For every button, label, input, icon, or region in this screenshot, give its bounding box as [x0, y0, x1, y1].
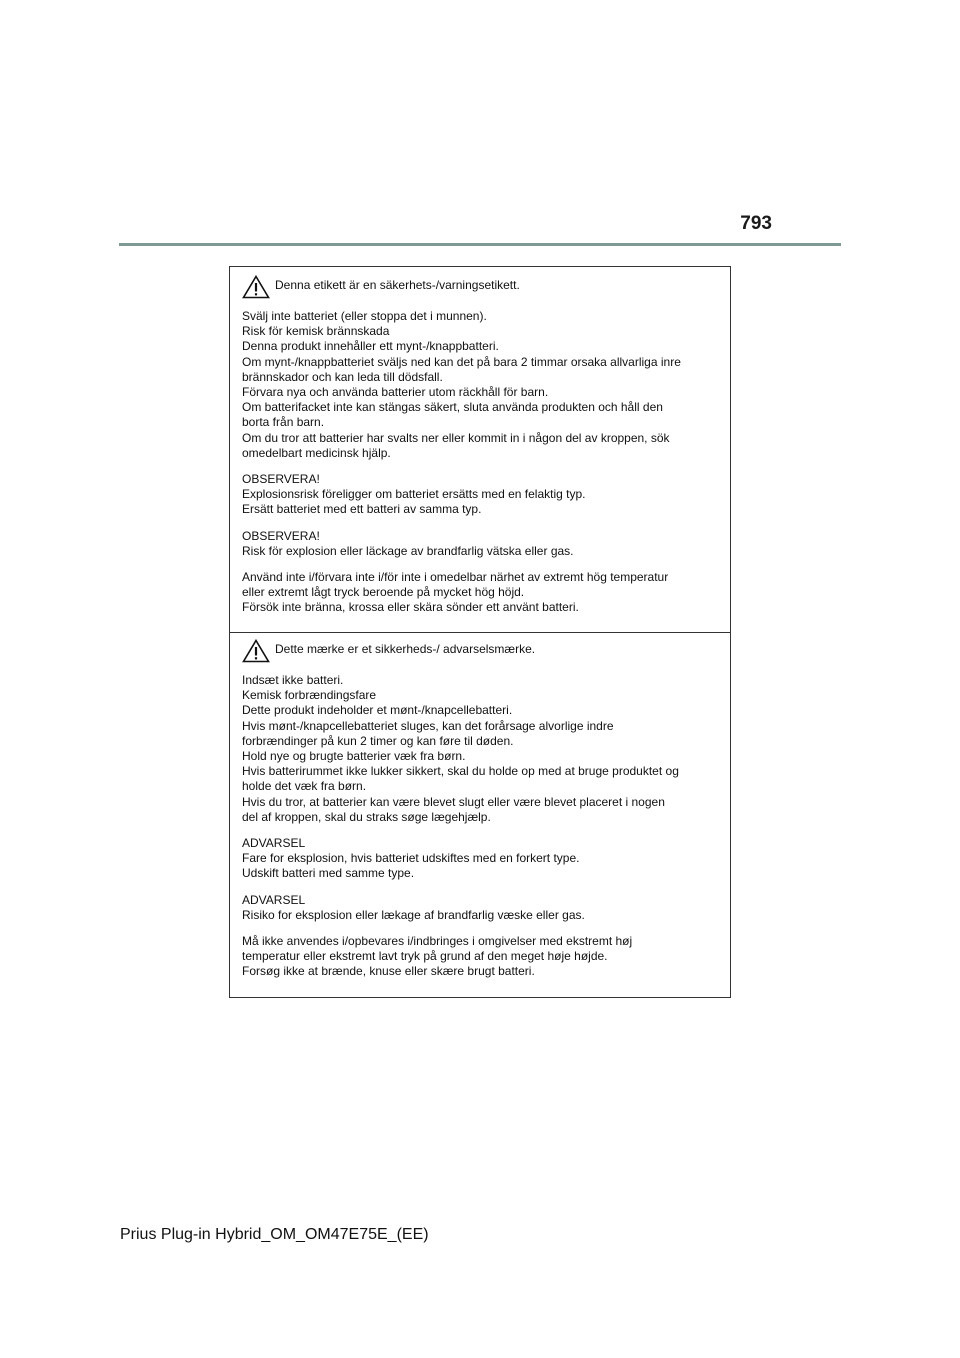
- text-line: del af kroppen, skal du straks søge lægehjælp.: [242, 809, 491, 824]
- text-line: Indsæt ikke batteri.: [242, 673, 344, 687]
- text-line: Fare for eksplosion, hvis batteriet udskiftes med en forkert type.: [242, 851, 580, 866]
- text-line: Risiko for eksplosion eller lækage af brandfarlig væske eller gas.: [242, 907, 585, 922]
- warning-paragraph: [242, 836, 718, 882]
- text-line: borta från barn.: [242, 415, 325, 430]
- text-line: ADVARSEL: [242, 836, 306, 851]
- text-line: Hvis du tror, at batterier kan være blevet slugt eller være blevet placeret i nogen: [242, 794, 665, 809]
- text-line: Kemisk forbrændingsfare: [242, 688, 377, 703]
- text-line: Risk för kemisk brännskada: [242, 324, 390, 339]
- warning-header: [242, 275, 718, 301]
- warning-label-box: [229, 266, 731, 998]
- warning-triangle-icon: [242, 639, 270, 663]
- text-line: Hvis batterirummet ikke lukker sikkert, skal du holde op med at bruge produktet og: [242, 764, 679, 779]
- warning-header: [242, 639, 718, 665]
- warning-title: Dette mærke er et sikkerheds-/ advarselsmærke.: [275, 642, 536, 656]
- document-id-footer: Prius Plug-in Hybrid_OM_OM47E75E_(EE): [120, 1226, 429, 1243]
- swedish-warning-section: [230, 267, 730, 633]
- warning-paragraph: [242, 893, 718, 923]
- text-line: Svälj inte batteriet (eller stoppa det i munnen).: [242, 309, 487, 323]
- text-line: Använd inte i/förvara inte i/för inte i omedelbar närhet av extremt hög temperatur: [242, 570, 669, 585]
- text-line: Denna produkt innehåller ett mynt-/knappbatteri.: [242, 339, 499, 354]
- text-line: OBSERVERA!: [242, 528, 320, 543]
- text-line: brännskador och kan leda till dödsfall.: [242, 369, 443, 384]
- text-line: holde det væk fra børn.: [242, 779, 367, 794]
- page-number: 793: [740, 213, 772, 234]
- text-line: temperatur eller ekstremt lavt tryk på grund af den meget høje højde.: [242, 949, 608, 964]
- text-line: Må ikke anvendes i/opbevares i/indbringes i omgivelser med ekstremt høj: [242, 934, 633, 949]
- text-line: Explosionsrisk föreligger om batteriet ersätts med en felaktig typ.: [242, 487, 586, 502]
- warning-paragraph: [242, 570, 718, 616]
- text-line: Hvis mønt-/knapcellebatteriet sluges, kan det forårsage alvorlige indre: [242, 718, 614, 733]
- warning-paragraph: [242, 309, 718, 461]
- warning-paragraph: [242, 472, 718, 518]
- danish-warning-section: [230, 633, 730, 997]
- warning-paragraph: [242, 673, 718, 825]
- text-line: Om mynt-/knappbatteriet sväljs ned kan det på bara 2 timmar orsaka allvarliga inre: [242, 354, 681, 369]
- text-line: Udskift batteri med samme type.: [242, 866, 415, 881]
- text-line: OBSERVERA!: [242, 472, 320, 487]
- warning-triangle-icon: [242, 275, 270, 299]
- text-line: Risk för explosion eller läckage av brandfarlig vätska eller gas.: [242, 543, 574, 558]
- text-line: Hold nye og brugte batterier væk fra børn.: [242, 749, 466, 764]
- text-line: Forsøg ikke at brænde, knuse eller skære brugt batteri.: [242, 964, 535, 979]
- text-line: Om batterifacket inte kan stängas säkert, sluta använda produkten och håll den: [242, 400, 663, 415]
- warning-title: Denna etikett är en säkerhets-/varningsetikett.: [275, 278, 520, 292]
- text-line: eller extremt lågt tryck beroende på mycket hög höjd.: [242, 585, 525, 600]
- warning-text: [242, 673, 718, 980]
- text-line: Förvara nya och använda batterier utom räckhåll för barn.: [242, 385, 549, 400]
- text-line: Dette produkt indeholder et mønt-/knapcellebatteri.: [242, 703, 513, 718]
- text-line: Försök inte bränna, krossa eller skära sönder ett använt batteri.: [242, 600, 579, 615]
- text-line: Om du tror att batterier har svalts ner eller kommit in i någon del av kroppen, sök: [242, 430, 670, 445]
- text-line: forbrændinger på kun 2 timer og kan føre til døden.: [242, 733, 514, 748]
- warning-paragraph: [242, 529, 718, 559]
- header-divider: [119, 243, 841, 246]
- text-line: Ersätt batteriet med ett batteri av samma typ.: [242, 502, 482, 517]
- text-line: omedelbart medicinsk hjälp.: [242, 445, 391, 460]
- text-line: ADVARSEL: [242, 892, 306, 907]
- warning-paragraph: [242, 934, 718, 980]
- warning-text: [242, 309, 718, 616]
